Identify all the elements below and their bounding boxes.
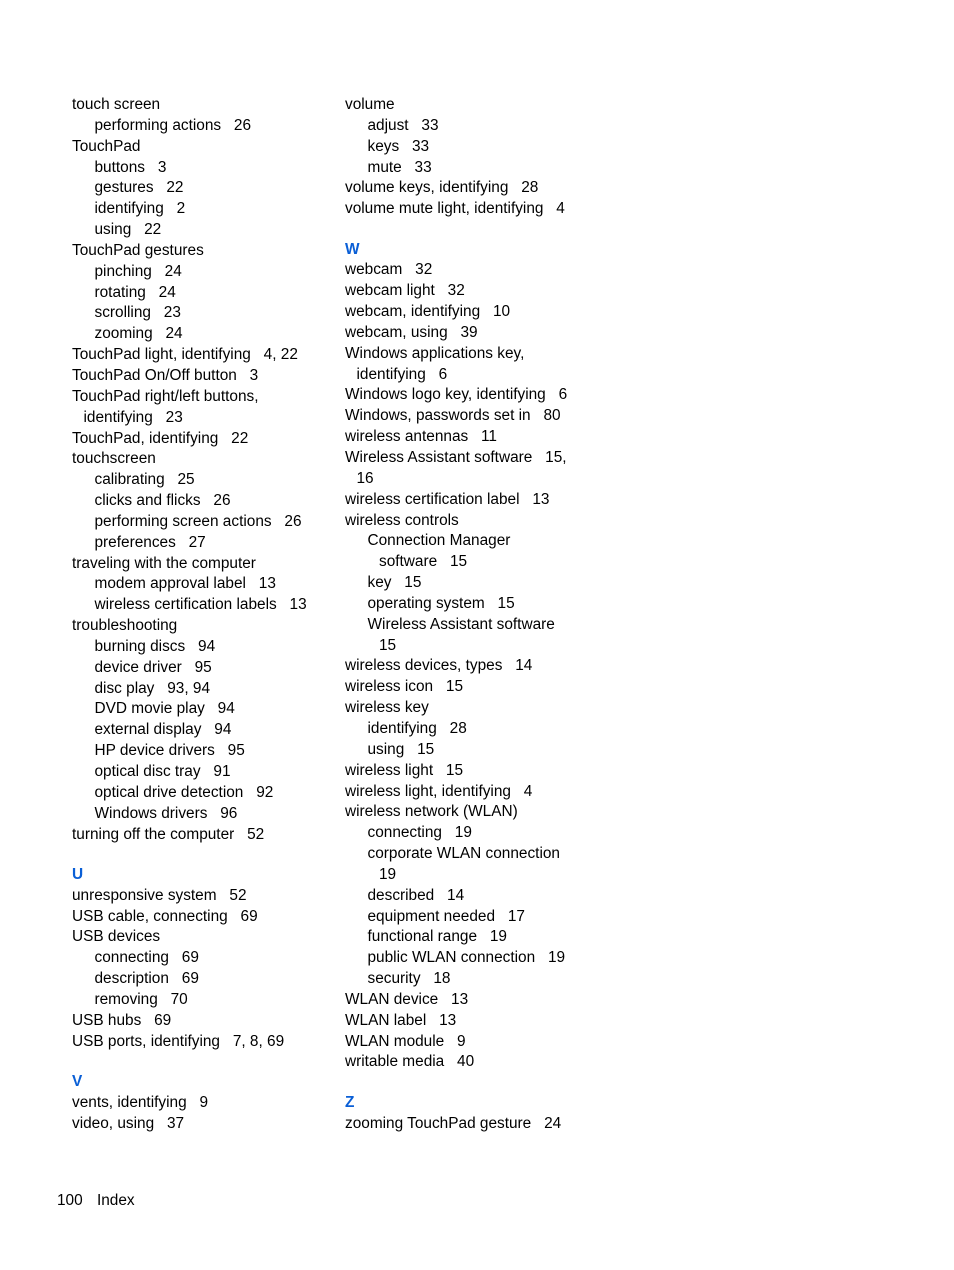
index-entry: WLAN label 13 — [345, 1011, 457, 1029]
index-entry: webcam, using 39 — [345, 323, 478, 341]
index-subentry: connecting 19 — [367, 824, 472, 842]
index-subentry: performing screen actions 26 — [94, 512, 302, 530]
index-subentry: functional range 19 — [367, 928, 507, 946]
index-subentry: description 69 — [94, 970, 199, 988]
index-entry-continuation: 19 — [379, 865, 397, 883]
index-entry: volume — [345, 96, 395, 113]
index-subentry: scrolling 23 — [94, 304, 181, 322]
index-entry: TouchPad gestures — [72, 241, 204, 259]
index-letter-heading: V — [72, 1072, 83, 1090]
index-entry: writable media 40 — [345, 1053, 475, 1071]
index-letter-heading: U — [72, 865, 84, 883]
index-entry-continuation: identifying 6 — [356, 365, 448, 383]
index-column-right — [345, 95, 595, 1135]
index-subentry: Connection Manager — [367, 532, 511, 550]
index-subentry: external display 94 — [94, 721, 232, 739]
index-subentry: equipment needed 17 — [367, 907, 525, 925]
index-subentry: gestures 22 — [94, 179, 184, 197]
index-subentry: buttons 3 — [94, 158, 167, 176]
index-subentry: performing actions 26 — [94, 116, 252, 134]
index-entry: turning off the computer 52 — [72, 825, 265, 843]
index-entry: volume keys, identifying 28 — [345, 179, 539, 197]
index-entry: USB ports, identifying 7, 8, 69 — [72, 1032, 285, 1050]
footer-section-title: Index — [96, 1192, 135, 1209]
index-subentry: optical disc tray 91 — [94, 763, 231, 780]
index-subentry: keys 33 — [367, 137, 430, 155]
index-subentry: calibrating 25 — [94, 471, 195, 489]
index-subentry: operating system 15 — [367, 594, 515, 612]
index-subentry: rotating 24 — [94, 283, 176, 301]
index-subentry: using 22 — [94, 221, 162, 239]
index-entry: webcam 32 — [345, 261, 433, 279]
index-subentry: modem approval label 13 — [94, 575, 276, 593]
index-entry: USB cable, connecting 69 — [72, 907, 258, 925]
index-entry: TouchPad — [72, 137, 141, 155]
index-subentry: disc play 93, 94 — [94, 679, 210, 697]
index-entry: traveling with the computer — [72, 554, 256, 572]
index-subentry: device driver 95 — [94, 658, 212, 676]
index-subentry: security 18 — [367, 970, 451, 988]
index-entry: wireless devices, types 14 — [345, 657, 533, 675]
index-subentry: clicks and flicks 26 — [94, 492, 231, 510]
index-subentry: adjust 33 — [367, 116, 439, 134]
index-entry: TouchPad right/left buttons, — [72, 387, 259, 405]
index-entry-continuation: 15 — [379, 636, 397, 654]
index-letter-heading: W — [345, 240, 360, 258]
index-entry: Windows logo key, identifying 6 — [345, 386, 568, 404]
index-subentry: HP device drivers 95 — [94, 742, 245, 760]
index-entry: wireless controls — [345, 511, 459, 529]
index-entry: Windows applications key, — [345, 344, 525, 362]
index-entry: wireless network (WLAN) — [345, 803, 518, 821]
index-subentry: pinching 24 — [94, 262, 182, 280]
index-column-left — [72, 95, 334, 1135]
index-entry: wireless antennas 11 — [345, 428, 497, 446]
index-entry: USB devices — [72, 928, 161, 946]
index-subentry: optical drive detection 92 — [94, 783, 274, 801]
index-entry: wireless certification label 13 — [345, 490, 550, 508]
index-subentry: identifying 2 — [94, 200, 186, 218]
index-subentry: using 15 — [367, 740, 435, 758]
index-subentry: public WLAN connection 19 — [367, 949, 566, 967]
index-entry: zooming TouchPad gesture 24 — [345, 1114, 562, 1132]
index-letter-heading: Z — [345, 1093, 355, 1111]
index-entry: wireless light 15 — [345, 761, 464, 779]
index-entry: troubleshooting — [72, 617, 178, 635]
page-number: 100 — [57, 1192, 83, 1209]
index-subentry: described 14 — [367, 886, 465, 904]
index-entry: Windows, passwords set in 80 — [345, 407, 561, 425]
index-entry: wireless icon 15 — [345, 678, 464, 696]
index-entry-continuation: identifying 23 — [83, 408, 183, 426]
index-entry: video, using 37 — [72, 1114, 185, 1132]
index-entry: touch screen — [72, 96, 161, 113]
index-subentry: Wireless Assistant software — [367, 615, 555, 633]
index-entry: touchscreen — [72, 450, 156, 468]
index-entry: Wireless Assistant software 15, — [345, 449, 567, 466]
index-subentry: key 15 — [367, 574, 422, 592]
index-entry: wireless light, identifying 4 — [345, 782, 533, 800]
index-entry: TouchPad light, identifying 4, 22 — [72, 346, 298, 364]
index-entry: TouchPad On/Off button 3 — [72, 366, 259, 384]
index-entry: webcam, identifying 10 — [345, 303, 511, 321]
index-subentry: identifying 28 — [367, 719, 467, 737]
index-subentry: corporate WLAN connection — [367, 845, 560, 863]
index-subentry: wireless certification labels 13 — [94, 596, 307, 614]
index-subentry: DVD movie play 94 — [94, 700, 235, 718]
index-entry: unresponsive system 52 — [72, 886, 247, 904]
index-subentry: removing 70 — [94, 990, 188, 1008]
index-entry: WLAN device 13 — [345, 990, 469, 1008]
index-entry: wireless key — [345, 699, 429, 717]
index-subentry: zooming 24 — [94, 325, 183, 343]
page-footer — [57, 1191, 135, 1211]
index-subentry: preferences 27 — [94, 533, 206, 551]
index-entry: vents, identifying 9 — [72, 1093, 209, 1111]
index-entry: WLAN module 9 — [345, 1032, 466, 1050]
index-subentry: connecting 69 — [94, 949, 199, 967]
index-subentry: Windows drivers 96 — [94, 804, 238, 822]
index-entry: USB hubs 69 — [72, 1011, 172, 1029]
index-subentry: burning discs 94 — [94, 637, 216, 655]
index-entry: webcam light 32 — [345, 282, 465, 300]
index-entry-continuation: software 15 — [379, 553, 468, 571]
index-entry-continuation: 16 — [356, 469, 374, 487]
index-entry: volume mute light, identifying 4 — [345, 200, 565, 218]
index-entry: TouchPad, identifying 22 — [72, 429, 249, 447]
index-subentry: mute 33 — [367, 158, 432, 176]
